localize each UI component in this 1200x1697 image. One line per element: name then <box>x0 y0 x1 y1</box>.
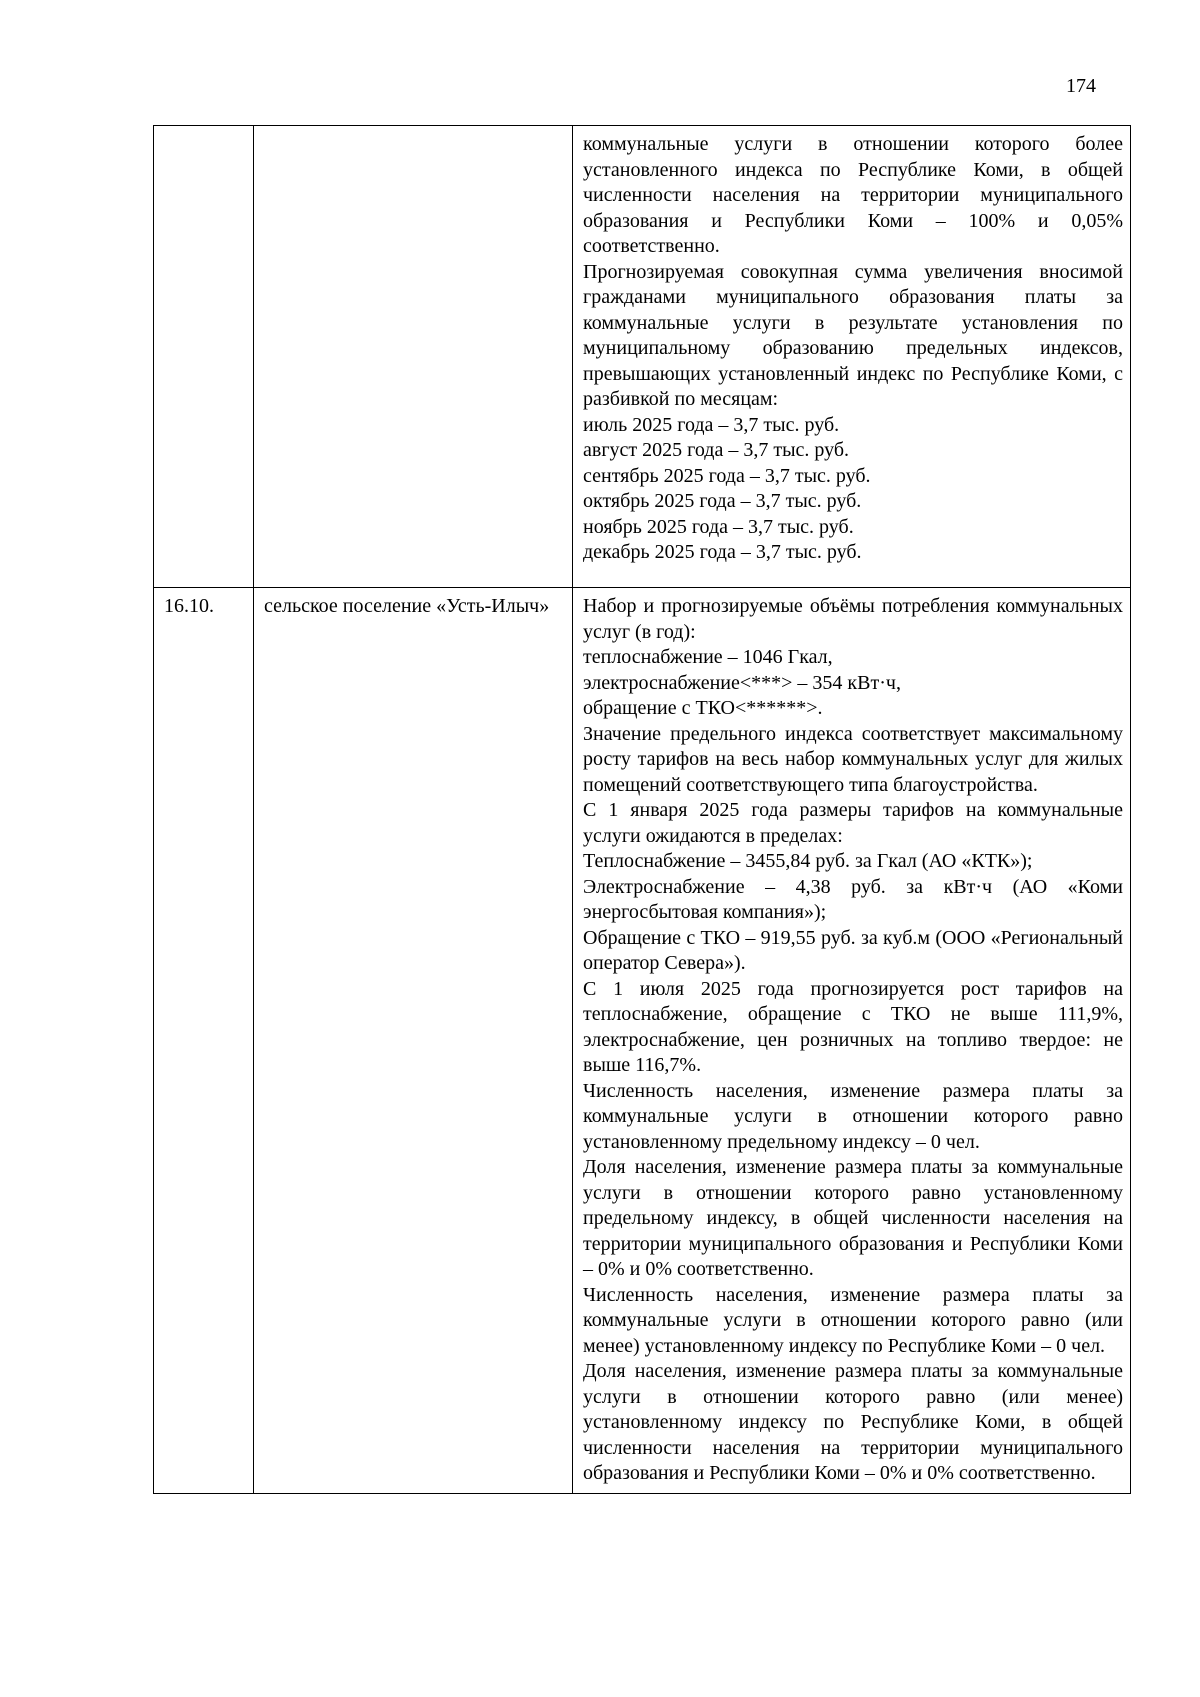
municipality-name-cell <box>254 126 573 588</box>
content-line: август 2025 года – 3,7 тыс. руб. <box>583 439 850 461</box>
content-paragraph: Электроснабжение – 4,38 руб. за кВт·ч (АО «Коми энергосбытовая компания»); <box>583 875 1123 923</box>
row-content <box>583 132 1123 566</box>
content-line: теплоснабжение – 1046 Гкал, <box>583 646 833 668</box>
content-line: ноябрь 2025 года – 3,7 тыс. руб. <box>583 515 854 538</box>
content-line: июль 2025 года – 3,7 тыс. руб. <box>583 413 840 436</box>
table-row <box>154 126 1131 588</box>
row-number-cell: 16.10. <box>154 588 254 1494</box>
row-number-cell <box>154 126 254 588</box>
content-paragraph: Численность населения, изменение размера платы за коммунальные услуги в отношении которого равно (или менее) установленному индексу по Республике Коми – 0 чел. <box>583 1283 1123 1357</box>
content-paragraph: Доля населения, изменение размера платы за коммунальные услуги в отношении которого равно установленному предельному индексу, в общей численности населения на территории муниципального образования и Республики Коми – 0% и 0% соответственно. <box>583 1156 1123 1280</box>
row-content-cell <box>573 126 1131 588</box>
content-paragraph: Набор и прогнозируемые объёмы потребления коммунальных услуг (в год): <box>583 595 1123 643</box>
content-paragraph: Доля населения, изменение размера платы за коммунальные услуги в отношении которого равно (или менее) установленному индексу по Республике Коми, в общей численности населения на территории муниципального образования и Республики Коми – 0% и 0% соответственно. <box>583 1360 1123 1484</box>
content-paragraph: Обращение с ТКО – 919,55 руб. за куб.м (ООО «Региональный оператор Севера»). <box>583 926 1123 974</box>
row-content-cell <box>573 588 1131 1494</box>
content-paragraph: Численность населения, изменение размера платы за коммунальные услуги в отношении которого равно установленному предельному индексу – 0 чел. <box>583 1079 1123 1153</box>
content-paragraph: С 1 января 2025 года размеры тарифов на коммунальные услуги ожидаются в пределах: <box>583 799 1123 847</box>
table-row <box>154 588 1131 1494</box>
content-paragraph: Значение предельного индекса соответствует максимальному росту тарифов на весь набор коммунальных услуг для жилых помещений соответствующего типа благоустройства. <box>583 722 1123 796</box>
municipality-name-cell: сельское поселение «Усть-Илыч» <box>254 588 573 1494</box>
content-paragraph: Прогнозируемая совокупная сумма увеличения вносимой гражданами муниципального образования платы за коммунальные услуги в результате установления по муниципальному образованию предельных индексов, превышающих установленный индекс по Республике Коми, с разбивкой по месяцам: <box>583 260 1123 410</box>
content-line: электроснабжение<***> – 354 кВт·ч, <box>583 671 901 694</box>
tariff-table <box>153 125 1131 1494</box>
content-paragraph: Теплоснабжение – 3455,84 руб. за Гкал (АО «КТК»); <box>583 850 1033 872</box>
page-number: 174 <box>1066 75 1096 97</box>
row-content <box>583 594 1123 1487</box>
content-line: сентябрь 2025 года – 3,7 тыс. руб. <box>583 464 871 487</box>
content-paragraph: С 1 июля 2025 года прогнозируется рост тарифов на теплоснабжение, обращение с ТКО не выше 111,9%, электроснабжение, цен розничных на топливо твердое: не выше 116,7%. <box>583 977 1123 1076</box>
content-line: октябрь 2025 года – 3,7 тыс. руб. <box>583 490 862 512</box>
content-line: обращение с ТКО<******>. <box>583 697 823 719</box>
content-paragraph: коммунальные услуги в отношении которого более установленного индекса по Республике Коми, в общей численности населения на территории муниципального образования и Республики Коми – 100% и 0,05% соответственно. <box>583 133 1123 257</box>
content-line: декабрь 2025 года – 3,7 тыс. руб. <box>583 541 862 563</box>
